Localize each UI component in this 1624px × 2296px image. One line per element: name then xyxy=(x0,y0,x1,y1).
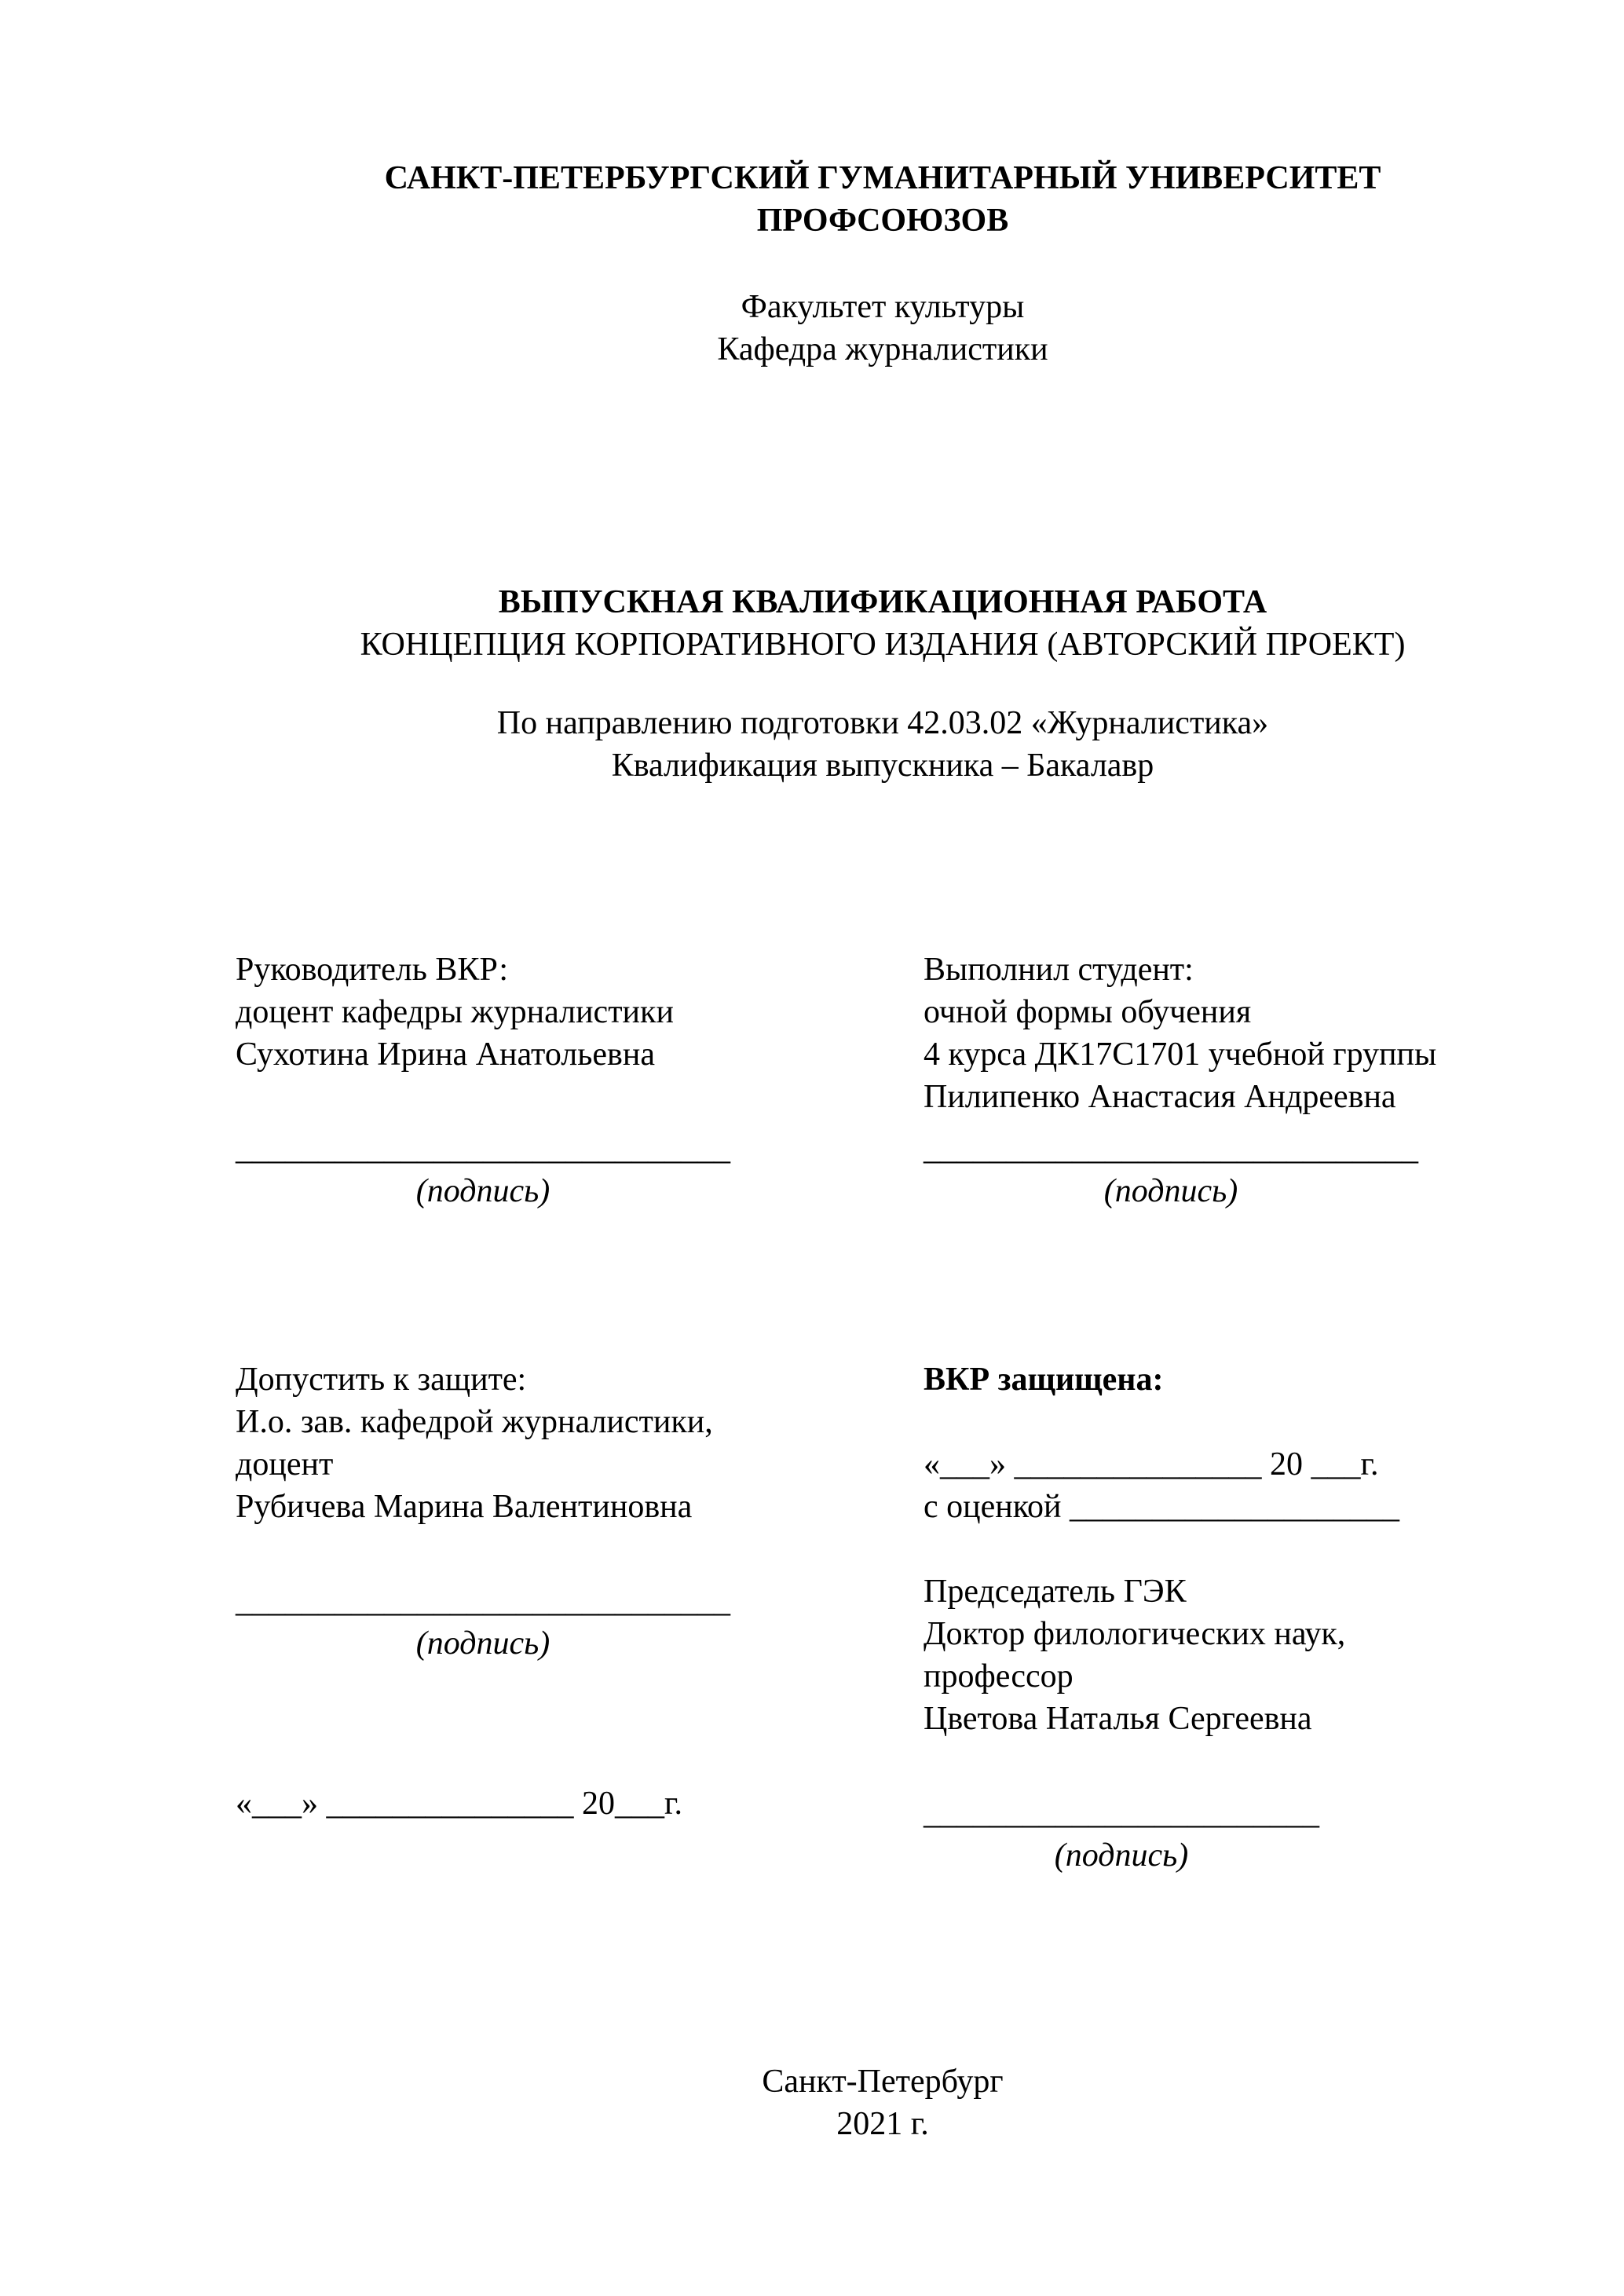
chair-signature-caption: (подпись) xyxy=(1054,1837,1189,1874)
footer-city: Санкт-Петербург xyxy=(762,2064,1004,2100)
qualification-line: Квалификация выпускника – Бакалавр xyxy=(611,748,1154,784)
supervisor-block xyxy=(236,949,924,1212)
footer-year: 2021 г. xyxy=(836,2106,929,2142)
defense-label: ВКР защищена: xyxy=(924,1362,1164,1398)
student-name: Пилипенко Анастасия Андреевна xyxy=(924,1079,1396,1115)
student-signature-caption: (подпись) xyxy=(1103,1173,1238,1209)
supervisor-signature-line: ______________________________ xyxy=(236,1131,730,1167)
university-name-line1: САНКТ-ПЕТЕРБУРГСКИЙ ГУМАНИТАРНЫЙ УНИВЕРСИТЕТ xyxy=(384,160,1381,196)
defense-block xyxy=(924,1358,1530,1877)
department-name: Кафедра журналистики xyxy=(717,331,1048,367)
chair-name: Цветова Наталья Сергеевна xyxy=(924,1701,1312,1737)
faculty-name: Факультет культуры xyxy=(741,289,1025,325)
admission-defense-row xyxy=(236,1358,1530,1877)
chair-rank: профессор xyxy=(924,1658,1074,1695)
admission-label: Допустить к защите: xyxy=(236,1362,527,1398)
defense-date-line: «___» _______________ 20 ___г. xyxy=(924,1446,1379,1483)
admission-position-line2: доцент xyxy=(236,1446,334,1483)
chair-signature-line: ________________________ xyxy=(924,1795,1319,1831)
supervisor-name: Сухотина Ирина Анатольевна xyxy=(236,1036,656,1073)
student-group: 4 курса ДК17С1701 учебной группы xyxy=(924,1036,1437,1073)
admission-signature-caption: (подпись) xyxy=(415,1625,550,1662)
faculty-block xyxy=(236,286,1530,371)
supervisor-student-row xyxy=(236,949,1530,1212)
footer-block xyxy=(236,2060,1530,2145)
supervisor-position: доцент кафедры журналистики xyxy=(236,994,674,1030)
student-study-form: очной формы обучения xyxy=(924,994,1252,1030)
spacer xyxy=(236,1076,924,1118)
defense-grade-line: с оценкой ____________________ xyxy=(924,1489,1399,1525)
work-title-block xyxy=(236,581,1530,666)
spacer xyxy=(924,1401,1530,1443)
spacer xyxy=(236,1528,924,1570)
spacer xyxy=(924,1740,1530,1782)
admission-position-line1: И.о. зав. кафедрой журналистики, xyxy=(236,1404,713,1440)
work-type: ВЫПУСКНАЯ КВАЛИФИКАЦИОННАЯ РАБОТА xyxy=(498,584,1267,620)
admission-date-line: «___» _______________ 20___г. xyxy=(236,1786,682,1822)
university-name-line2: ПРОФСОЮЗОВ xyxy=(756,203,1009,239)
chair-signature-block xyxy=(924,1792,1319,1877)
university-header xyxy=(236,157,1530,242)
direction-line: По направлению подготовки 42.03.02 «Журналистика» xyxy=(496,705,1269,741)
chair-degree: Доктор филологических наук, xyxy=(924,1616,1346,1652)
student-block xyxy=(924,949,1530,1212)
supervisor-signature-caption: (подпись) xyxy=(415,1173,550,1209)
spacer xyxy=(924,1528,1530,1570)
student-signature-block xyxy=(924,1128,1418,1212)
work-title: КОНЦЕПЦИЯ КОРПОРАТИВНОГО ИЗДАНИЯ (АВТОРСКИЙ ПРОЕКТ) xyxy=(360,627,1406,663)
student-label: Выполнил студент: xyxy=(924,952,1194,988)
admission-signature-line: ______________________________ xyxy=(236,1583,730,1619)
admission-name: Рубичева Марина Валентиновна xyxy=(236,1489,693,1525)
supervisor-signature-block xyxy=(236,1128,730,1212)
chair-label: Председатель ГЭК xyxy=(924,1574,1187,1610)
direction-block xyxy=(236,702,1530,787)
supervisor-label: Руководитель ВКР: xyxy=(236,952,509,988)
admission-block xyxy=(236,1358,924,1825)
student-signature-line: ______________________________ xyxy=(924,1131,1418,1167)
admission-signature-block xyxy=(236,1580,730,1665)
